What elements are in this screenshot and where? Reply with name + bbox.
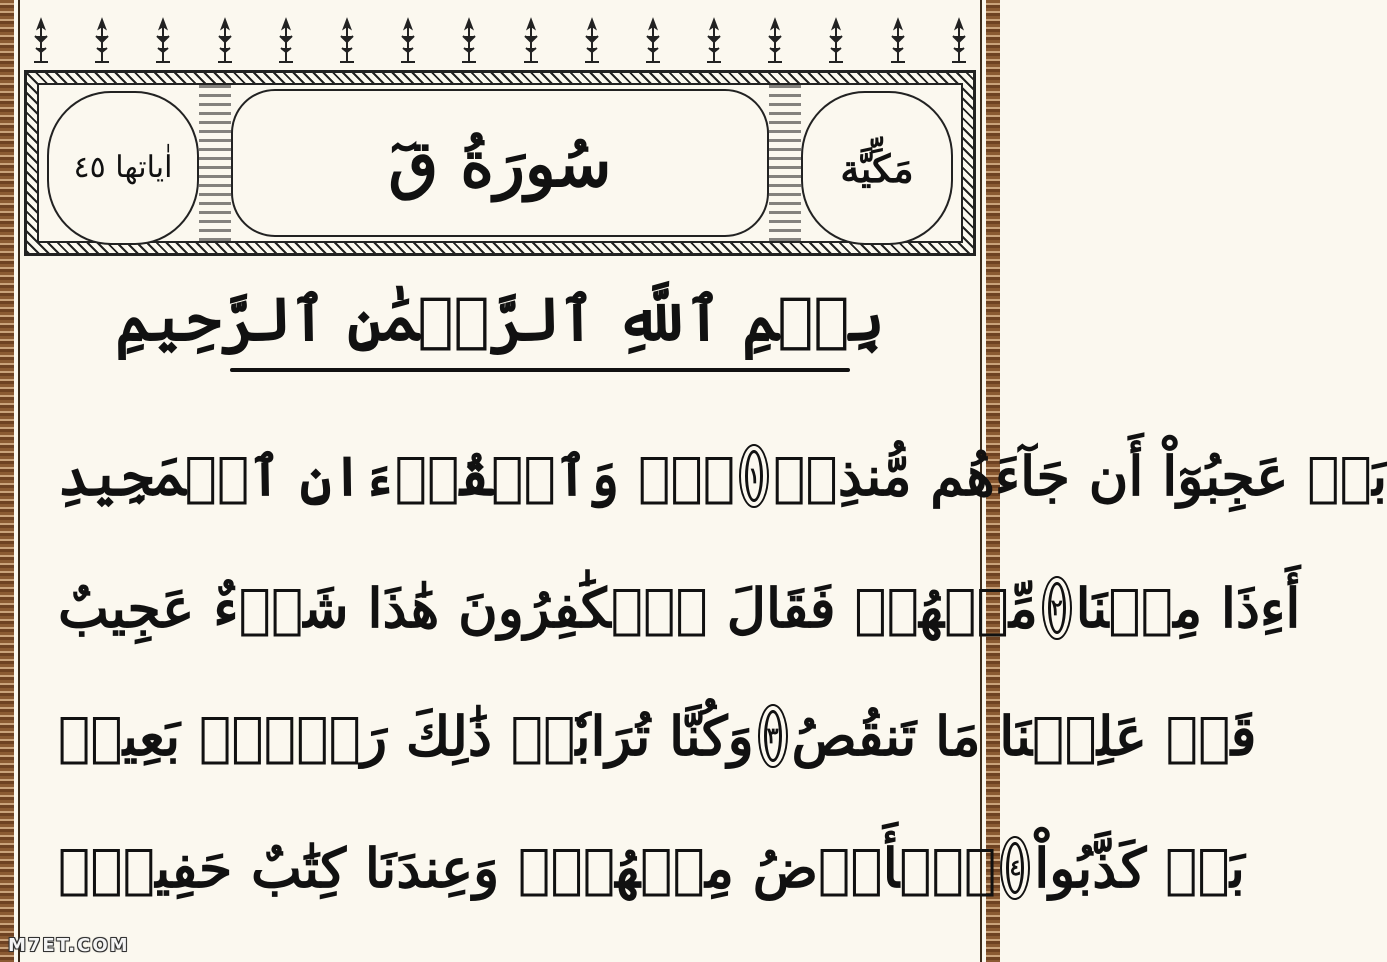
floral-ornament-icon [764, 18, 786, 64]
basmala-elongation-stroke [230, 368, 850, 372]
site-watermark: M7ET.COM [8, 935, 130, 956]
ayah-number-marker: ٢ [1048, 582, 1066, 634]
left-inner-rule [18, 0, 20, 962]
verse-text-segment: قَدۡ عَلِمۡنَا مَا تَنقُصُ [791, 703, 1257, 768]
surah-title: سُورَةُ قٓ [388, 127, 612, 202]
floral-ornament-icon [642, 18, 664, 64]
verse-text-segment: بَلۡ عَجِبُوٓاْ أَن جَآءَهُم مُّنذِرٞ [773, 443, 1387, 508]
surah-title-cartouche [231, 89, 769, 237]
floral-ornament-icon [948, 18, 970, 64]
verse-text-segment: وَكُنَّا تُرَابٗاۖ ذَٰلِكَ رَجۡعُۢ بَعِيدٞ [58, 703, 754, 768]
basmala: بِسۡمِ ٱللَّهِ ٱلرَّحۡمَٰنِ ٱلرَّحِيمِ [115, 285, 885, 355]
floral-ornament-icon [397, 18, 419, 64]
floral-ornament-icon [887, 18, 909, 64]
floral-ornament-icon [581, 18, 603, 64]
revelation-type: مَكِّيَّة [840, 145, 914, 191]
floral-ornament-icon [520, 18, 542, 64]
floral-ornament-icon [275, 18, 297, 64]
surah-header-panel [37, 83, 963, 243]
floral-ornament-icon [214, 18, 236, 64]
floral-ornament-icon [91, 18, 113, 64]
verse-line-4 [58, 812, 1245, 924]
ayah-number-marker: ٤ [1006, 842, 1024, 894]
ayah-number-marker: ٣ [764, 710, 782, 762]
header-lattice-right [769, 85, 801, 241]
revelation-type-medallion [801, 91, 953, 245]
floral-ornament-icon [30, 18, 52, 64]
verse-text-segment: مِّنۡهُمۡ فَقَالَ ٱلۡكَٰفِرُونَ هَٰذَا شَيۡءٌ عَجِيبٌ [58, 575, 1038, 640]
verse-line-2 [58, 552, 1301, 664]
verses-count-medallion [47, 91, 199, 245]
floral-ornament-icon [825, 18, 847, 64]
floral-ornament-icon [336, 18, 358, 64]
floral-ornament-icon [152, 18, 174, 64]
floral-ornament-icon [458, 18, 480, 64]
left-page-border [0, 0, 14, 962]
verse-line-3 [58, 680, 1257, 792]
verse-text-segment: أَءِذَا مِتۡنَا [1075, 575, 1301, 640]
header-lattice-left [199, 85, 231, 241]
top-ornament-row [30, 14, 970, 64]
verses-count: اٰياتها ٤٥ [73, 150, 173, 185]
verse-line-1 [58, 420, 1387, 532]
floral-ornament-icon [703, 18, 725, 64]
verse-text-segment: قٓۚ وَٱلۡقُرۡءَانِ ٱلۡمَجِيدِ [58, 443, 736, 508]
surah-header-frame [24, 70, 976, 256]
verse-text-segment: بَلۡ كَذَّبُواْ [1034, 835, 1245, 900]
ayah-number-marker: ١ [745, 450, 763, 502]
verse-text-segment: ٱلۡأَرۡضُ مِنۡهُمۡۖ وَعِندَنَا كِتَٰبٌ حَفِيظُۢ [58, 835, 997, 900]
